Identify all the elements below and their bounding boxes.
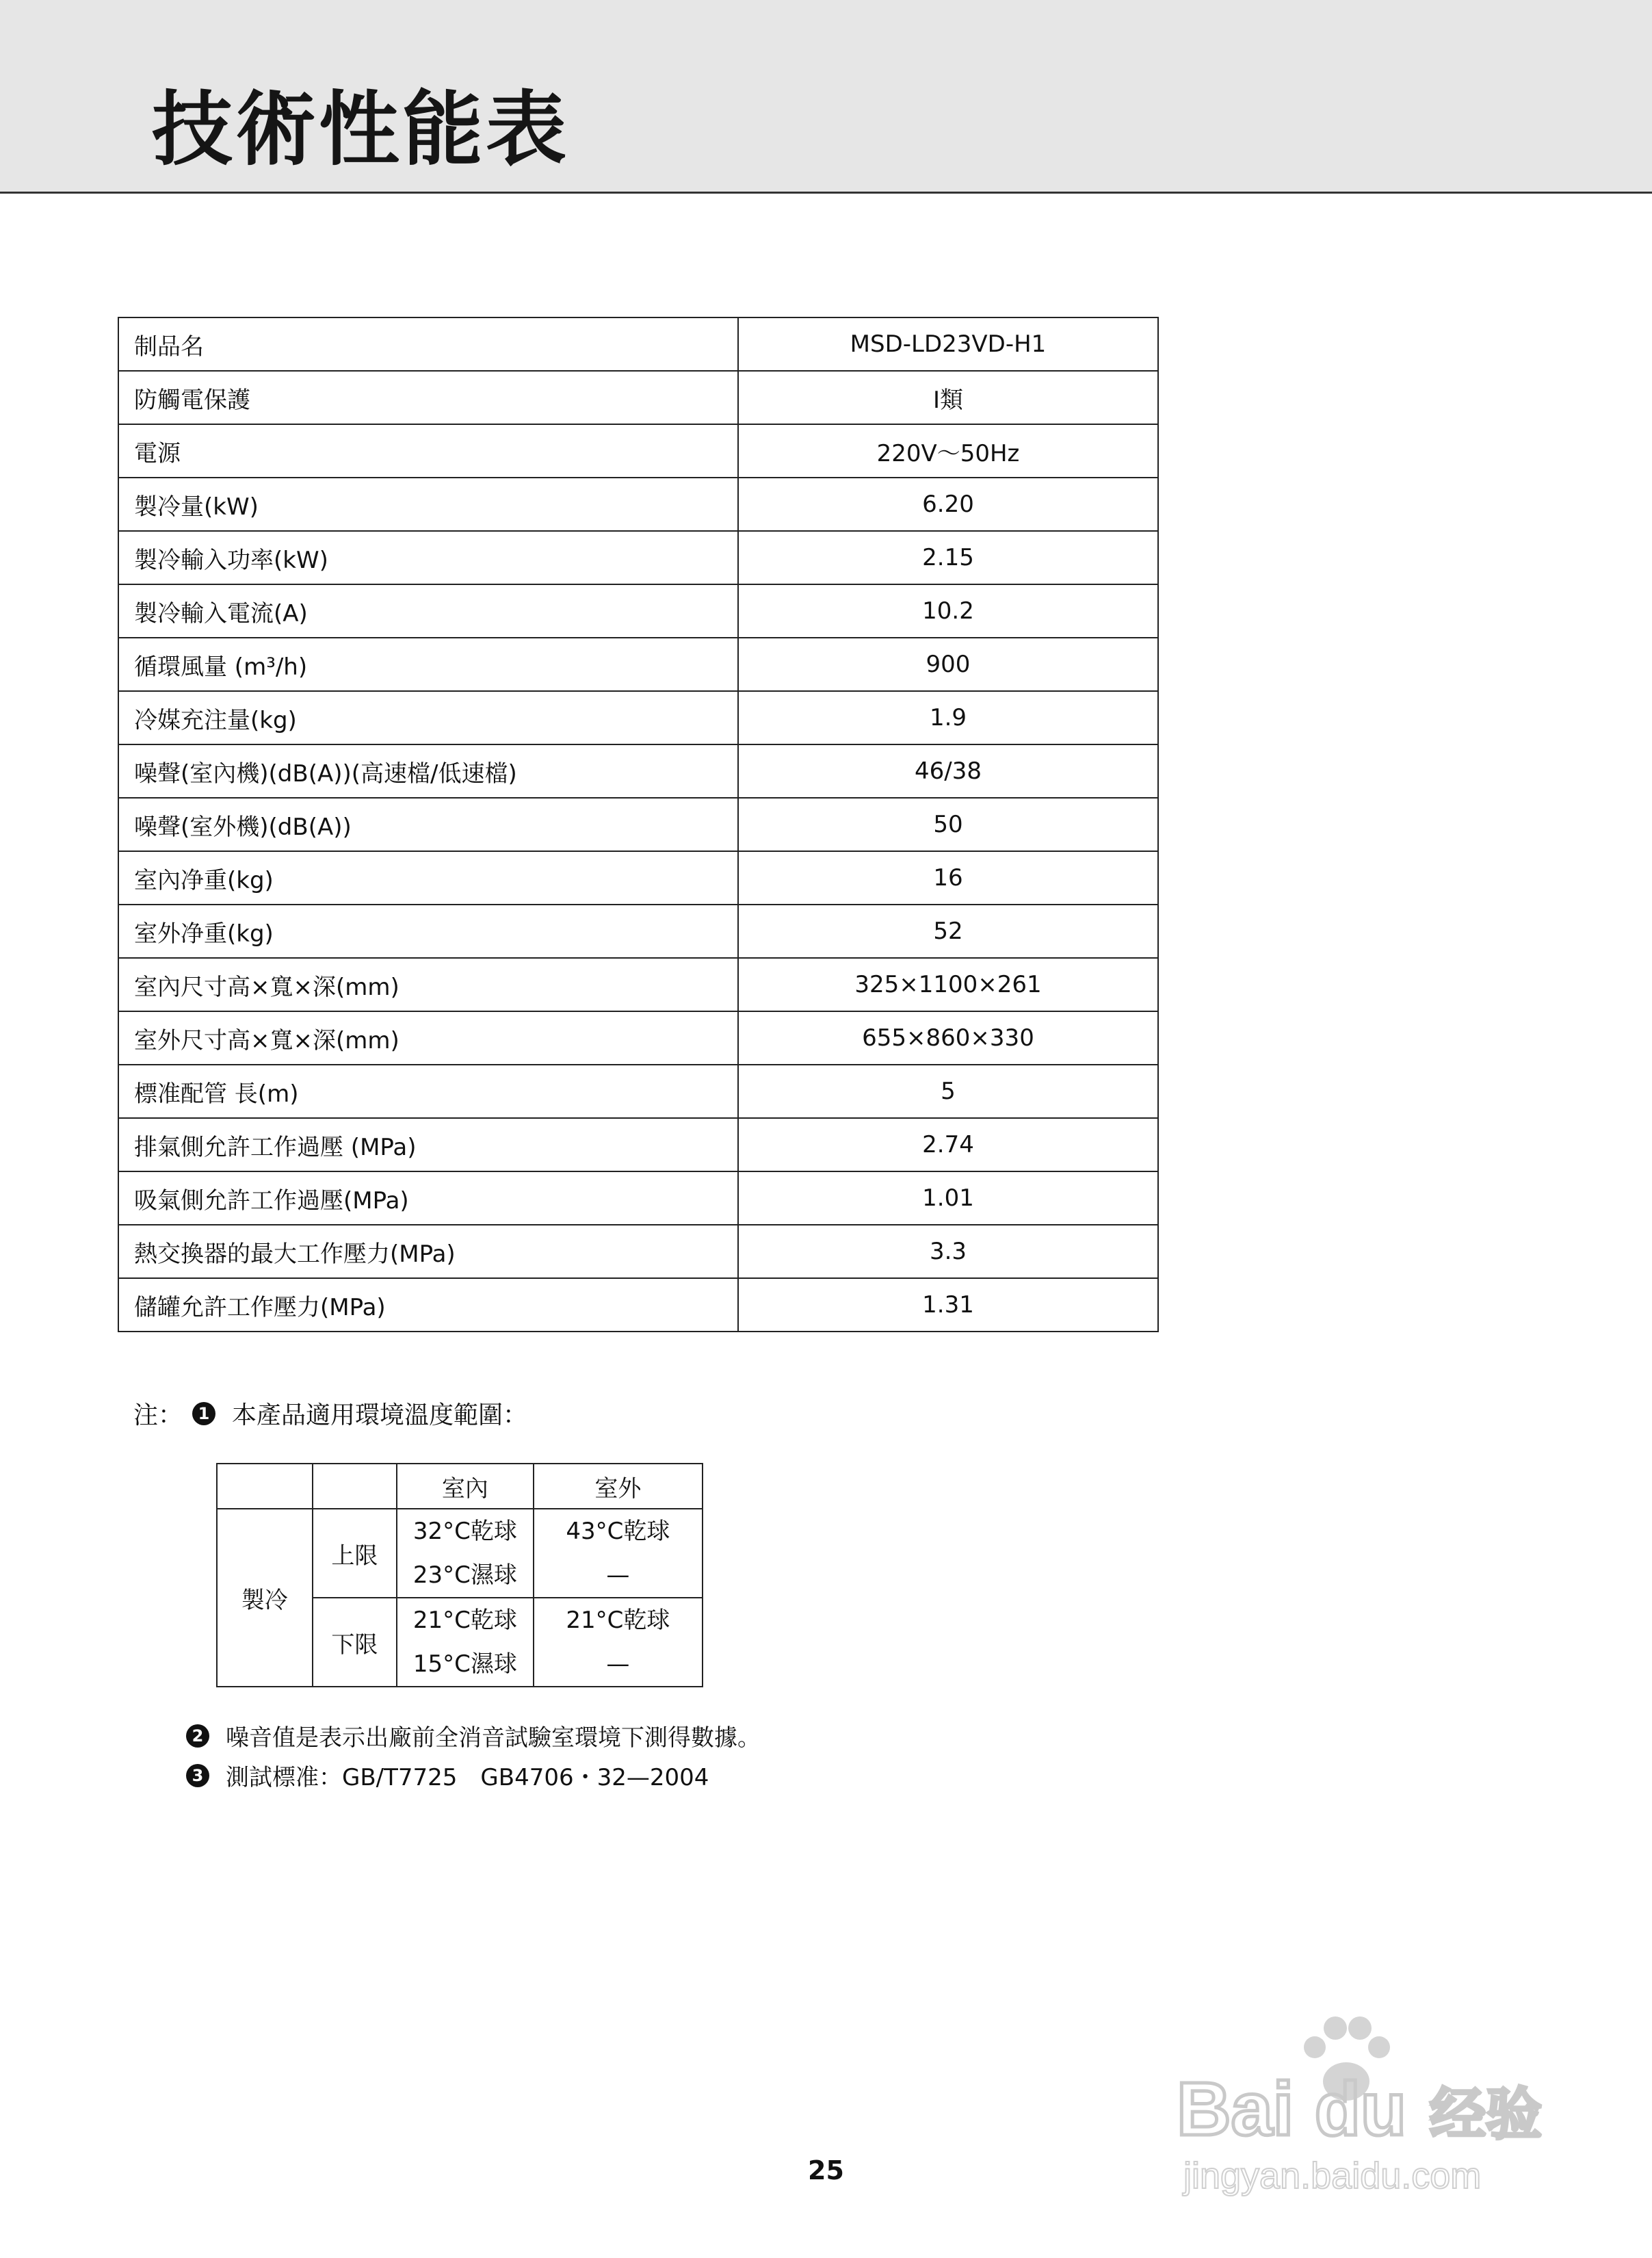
spec-value: 1.01 xyxy=(738,1171,1158,1225)
spec-label: 室外净重(kg) xyxy=(118,905,738,958)
temp-value: — xyxy=(606,1561,630,1589)
spec-row xyxy=(118,1011,1158,1065)
spec-value: 50 xyxy=(738,798,1158,851)
temp-header-indoor: 室內 xyxy=(397,1464,534,1509)
page-number: 25 xyxy=(808,2155,844,2185)
spec-label: 製冷輸入電流(A) xyxy=(118,584,738,638)
note-number-3: 3 xyxy=(186,1764,209,1787)
spec-row xyxy=(118,638,1158,691)
watermark-brand: Bai du xyxy=(1177,2067,1407,2151)
temp-value: 21°C乾球 xyxy=(412,1607,517,1634)
temp-value: 15°C濕球 xyxy=(412,1650,517,1678)
temp-value: 21°C乾球 xyxy=(566,1607,670,1634)
spec-label: 排氣側允許工作過壓 (MPa) xyxy=(118,1118,738,1171)
spec-row xyxy=(118,317,1158,371)
spec-value: 3.3 xyxy=(738,1225,1158,1278)
spec-label: 儲罐允許工作壓力(MPa) xyxy=(118,1278,738,1332)
spec-label: 製冷輸入功率(kW) xyxy=(118,531,738,584)
spec-row xyxy=(118,371,1158,424)
temp-lower-indoor xyxy=(397,1598,534,1687)
spec-value: 1.31 xyxy=(738,1278,1158,1332)
spec-row xyxy=(118,531,1158,584)
page-title: 技術性能表 xyxy=(152,82,570,177)
spec-row xyxy=(118,905,1158,958)
note-2-text: 噪音值是表示出廠前全消音試驗室環境下測得數據。 xyxy=(226,1724,761,1752)
spec-label: 製冷量(kW) xyxy=(118,478,738,531)
spec-row xyxy=(118,691,1158,744)
note-1-text: 本產品適用環境溫度範圍： xyxy=(232,1401,528,1429)
spec-value: 900 xyxy=(738,638,1158,691)
temperature-range-table xyxy=(216,1463,703,1687)
spec-value: Ⅰ類 xyxy=(738,371,1158,424)
note-2 xyxy=(186,1719,761,1752)
note-3-text: 測試標准：GB/T7725 GB4706・32—2004 xyxy=(226,1764,709,1791)
spec-value: 2.74 xyxy=(738,1118,1158,1171)
spec-value: 325×1100×261 xyxy=(738,958,1158,1011)
temp-value: 43°C乾球 xyxy=(566,1518,670,1545)
temp-header-blank xyxy=(217,1464,313,1509)
spec-row xyxy=(118,1118,1158,1171)
spec-table xyxy=(118,317,1159,1332)
temp-header-blank xyxy=(313,1464,397,1509)
temp-value: 32°C乾球 xyxy=(412,1518,517,1545)
spec-row xyxy=(118,851,1158,905)
spec-row xyxy=(118,478,1158,531)
spec-label: 制品名 xyxy=(118,317,738,371)
spec-row xyxy=(118,1278,1158,1332)
spec-label: 吸氣側允許工作過壓(MPa) xyxy=(118,1171,738,1225)
spec-value: 1.9 xyxy=(738,691,1158,744)
spec-label: 電源 xyxy=(118,424,738,478)
spec-value: 6.20 xyxy=(738,478,1158,531)
spec-value: 52 xyxy=(738,905,1158,958)
temp-upper-label: 上限 xyxy=(313,1509,397,1598)
spec-label: 循環風量 (m³/h) xyxy=(118,638,738,691)
temp-lower-label: 下限 xyxy=(313,1598,397,1687)
temp-header-outdoor: 室外 xyxy=(534,1464,703,1509)
baidu-watermark xyxy=(1163,2005,1573,2203)
spec-label: 標准配管 長(m) xyxy=(118,1065,738,1118)
spec-row xyxy=(118,1065,1158,1118)
spec-value: 220V～50Hz xyxy=(738,424,1158,478)
spec-label: 噪聲(室內機)(dB(A))(高速檔/低速檔) xyxy=(118,744,738,798)
spec-value: 2.15 xyxy=(738,531,1158,584)
spec-row xyxy=(118,584,1158,638)
watermark-suffix: 经验 xyxy=(1430,2082,1543,2147)
temp-lower-outdoor xyxy=(534,1598,703,1687)
spec-row xyxy=(118,798,1158,851)
spec-label: 防觸電保護 xyxy=(118,371,738,424)
watermark-url: jingyan.baidu.com xyxy=(1183,2155,1482,2196)
spec-row xyxy=(118,1225,1158,1278)
spec-label: 室內净重(kg) xyxy=(118,851,738,905)
temp-value: 23°C濕球 xyxy=(412,1561,517,1589)
temp-mode-cooling: 製冷 xyxy=(217,1509,313,1687)
note-number-1: 1 xyxy=(192,1402,215,1425)
spec-value: 46/38 xyxy=(738,744,1158,798)
spec-value: 655×860×330 xyxy=(738,1011,1158,1065)
spec-label: 室外尺寸高×寬×深(mm) xyxy=(118,1011,738,1065)
temp-upper-indoor xyxy=(397,1509,534,1598)
spec-value: 5 xyxy=(738,1065,1158,1118)
temp-value: — xyxy=(606,1650,630,1678)
note-3 xyxy=(186,1759,709,1792)
spec-row xyxy=(118,1171,1158,1225)
spec-label: 熱交換器的最大工作壓力(MPa) xyxy=(118,1225,738,1278)
note-1 xyxy=(133,1396,527,1431)
spec-row xyxy=(118,744,1158,798)
note-number-2: 2 xyxy=(186,1724,209,1748)
spec-label: 噪聲(室外機)(dB(A)) xyxy=(118,798,738,851)
temp-upper-outdoor xyxy=(534,1509,703,1598)
spec-value: 10.2 xyxy=(738,584,1158,638)
spec-label: 冷媒充注量(kg) xyxy=(118,691,738,744)
spec-row xyxy=(118,424,1158,478)
note-prefix: 注： xyxy=(133,1401,183,1429)
spec-row xyxy=(118,958,1158,1011)
spec-value: 16 xyxy=(738,851,1158,905)
spec-value: MSD-LD23VD-H1 xyxy=(738,317,1158,371)
spec-label: 室內尺寸高×寬×深(mm) xyxy=(118,958,738,1011)
